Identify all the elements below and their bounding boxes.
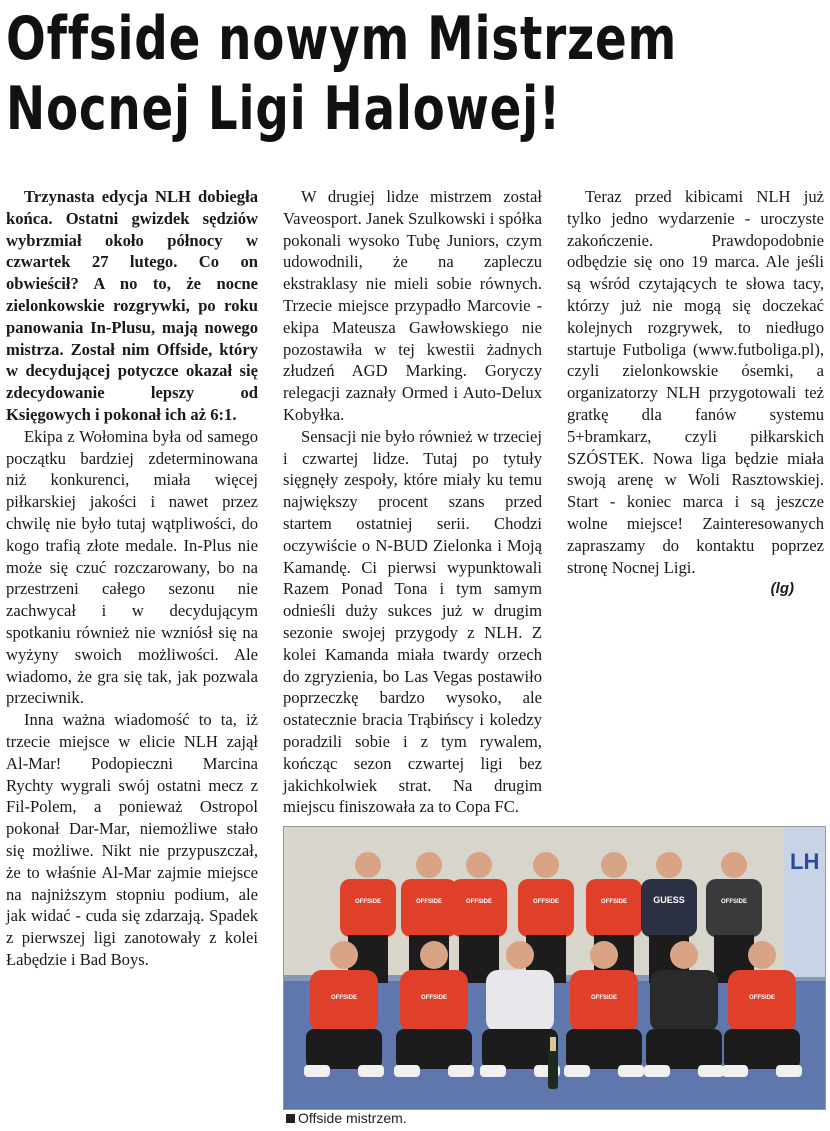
player-jersey (586, 879, 642, 937)
jersey-logo-text: OFFSIDE (330, 995, 358, 1001)
player-jersey (518, 879, 574, 937)
player-legs (566, 1029, 642, 1069)
photo-caption-text: Offside mistrzem. (298, 1110, 407, 1126)
article-column-3 (567, 186, 824, 600)
player-jersey (401, 879, 457, 937)
headline-line-2: Nocnej Ligi Halowej! (6, 74, 562, 144)
player-shoe (776, 1065, 802, 1077)
player-jersey (706, 879, 762, 937)
jersey-logo-text: OFFSIDE (465, 899, 493, 905)
player-head (355, 852, 381, 878)
article-column-1 (6, 186, 258, 971)
headline (6, 4, 678, 144)
player-shoe (564, 1065, 590, 1077)
jersey-logo-text: OFFSIDE (354, 899, 382, 905)
photo-caption (286, 1110, 407, 1126)
player-head (420, 941, 448, 969)
player-jersey (728, 970, 796, 1032)
article-paragraph: Sensacji nie było również w trzeciej i czwartej lidze. Tutaj po tytuły sięgnęły zespoły, które miały ku temu największy procent szans przed startem ostatniej serii. Chodzi oczywiście o N-BUD Zielonka i Moją Kamandę. Ci pierwsi wypunktowali Razem Ponad Tona i tym samym odnieśli duży sukces już w drugim sezonie swojej przygody z NLH. Z kolei Kamanda miała twardy orzech do zgryzienia, bo Las Vegas postawiło poprzeczkę bardzo wysoko, ale ostatecznie bracia Trąbińscy i koledzy poradzili sobie i z tym rywalem, kończąc sezon czwartej ligi bez jakichkolwiek strat. Na drugim miejscu finiszowała za to Copa FC. (283, 426, 542, 817)
player-head (330, 941, 358, 969)
player-jersey (486, 970, 554, 1032)
jersey-logo-text: OFFSIDE (720, 899, 748, 905)
team-photo (283, 826, 826, 1110)
jersey-logo-text: OFFSIDE (415, 899, 443, 905)
player-legs (724, 1029, 800, 1069)
article-column-2 (283, 186, 542, 818)
player-legs (396, 1029, 472, 1069)
player-jersey (641, 879, 697, 937)
champagne-bottle (548, 1049, 558, 1089)
player-shoe (698, 1065, 724, 1077)
player-jersey (400, 970, 468, 1032)
player-head (590, 941, 618, 969)
player-head (601, 852, 627, 878)
headline-line-1: Offside nowym Mistrzem (6, 4, 678, 74)
player-shoe (644, 1065, 670, 1077)
player-legs (646, 1029, 722, 1069)
player-jersey (570, 970, 638, 1032)
article-paragraph: W drugiej lidze mistrzem został Vaveosport. Janek Szulkowski i spółka pokonali wysoko Tubę Juniors, czym udowodnili, że na zapleczu ekstraklasy nie mieli sobie równych. Trzecie miejsce przypadło Marcovie - ekipa Mateusza Gawłowskiego nie pozostawiła w tej kwestii żadnych złudzeń AGD Marking. Goryczy relegacji zaznały Ormed i Auto-Delux Kobyłka. (283, 187, 542, 424)
champagne-neck (550, 1037, 556, 1051)
author-signature: (lg) (770, 580, 794, 598)
player-legs (482, 1029, 558, 1069)
jersey-logo-text: OFFSIDE (420, 995, 448, 1001)
player-jersey (650, 970, 718, 1032)
article-paragraph: Teraz przed kibicami NLH już tylko jedno wydarzenie - uroczyste zakończenie. Prawdopodobnie odbędzie się ono 19 marca. Ale jeśli są wśród czytających te słowa tacy, którzy już nie mogą się doczekać kolejnych rozgrywek, to niedługo startuje Futboliga (www.futboliga.pl), czyli zielonkowskie ósemki, a organizatorzy NLH przygotowali też gratkę dla fanów systemu 5+bramkarz, czyli piłkarskich SZÓSTEK. Nowa liga będzie miała swoją arenę w Woli Rasztowskiej. Start - koniec marca i są jeszcze wolne miejsce! Zainteresowanych zapraszamy do kontaktu poprzez stronę Nocnej Ligi. (567, 187, 824, 577)
player-shoe (722, 1065, 748, 1077)
player-head (748, 941, 776, 969)
player-legs (306, 1029, 382, 1069)
player-jersey (451, 879, 507, 937)
shirt-logo-text: GUESS (653, 895, 685, 905)
caption-bullet-icon (286, 1114, 295, 1123)
player-head (721, 852, 747, 878)
player-head (416, 852, 442, 878)
player-jersey (310, 970, 378, 1032)
team-photo-illustration (284, 827, 825, 1109)
jersey-logo-text: OFFSIDE (600, 899, 628, 905)
article-lead: Trzynasta edycja NLH dobiegła końca. Ostatni gwizdek sędziów wybrzmiał około północy w czwartek 27 lutego. Co on obwieścił? A no to, że nocne zielonkowskie rozgrywki, po roku panowania In-Plusu, mają nowego mistrza. Został nim Offside, który w decydującej potyczce okazał się zdecydowanie lepszy od Księgowych i pokonał ich aż 6:1. (6, 187, 258, 424)
player-head (533, 852, 559, 878)
article-paragraph: Ekipa z Wołomina była od samego początku bardziej zdeterminowana niż konkurenci, miała więcej piłkarskiej jakości i nawet przez chwilę nie było tutaj wątpliwości, do kogo trafią złote medale. In-Plus nie może się czuć rozczarowany, bo na przestrzeni całego sezonu nie zachwycał i w decydującym spotkaniu również nie wzniósł się na wyżyny swoich możliwości. Ale wiadomo, że gra się tak, jak pozwala przeciwnik. (6, 426, 258, 708)
wall-text: LH (790, 849, 820, 874)
player-shoe (358, 1065, 384, 1077)
player-shoe (394, 1065, 420, 1077)
player-shoe (448, 1065, 474, 1077)
player-jersey (340, 879, 396, 937)
player-head (506, 941, 534, 969)
jersey-logo-text: OFFSIDE (590, 995, 618, 1001)
player-shoe (480, 1065, 506, 1077)
player-head (656, 852, 682, 878)
player-shoe (618, 1065, 644, 1077)
article-paragraph: Inna ważna wiadomość to ta, iż trzecie miejsce w elicie NLH zajął Al-Mar! Podopieczni Marcina Rychty wygrali swój ostatni mecz z Fil-Polem, a ponieważ Ostropol pokonał Dar-Mar, niemożliwe stało się możliwe. Nikt nie przypuszczał, że to właśnie Al-Mar zajmie miejsce na najniższym stopniu podium, ale jak widać - cuda się zdarzają. Spadek z pierwszej ligi zanotowały z kolei Łabędzie i Bad Boys. (6, 710, 258, 969)
jersey-logo-text: OFFSIDE (748, 995, 776, 1001)
jersey-logo-text: OFFSIDE (532, 899, 560, 905)
player-head (466, 852, 492, 878)
player-head (670, 941, 698, 969)
player-shoe (304, 1065, 330, 1077)
